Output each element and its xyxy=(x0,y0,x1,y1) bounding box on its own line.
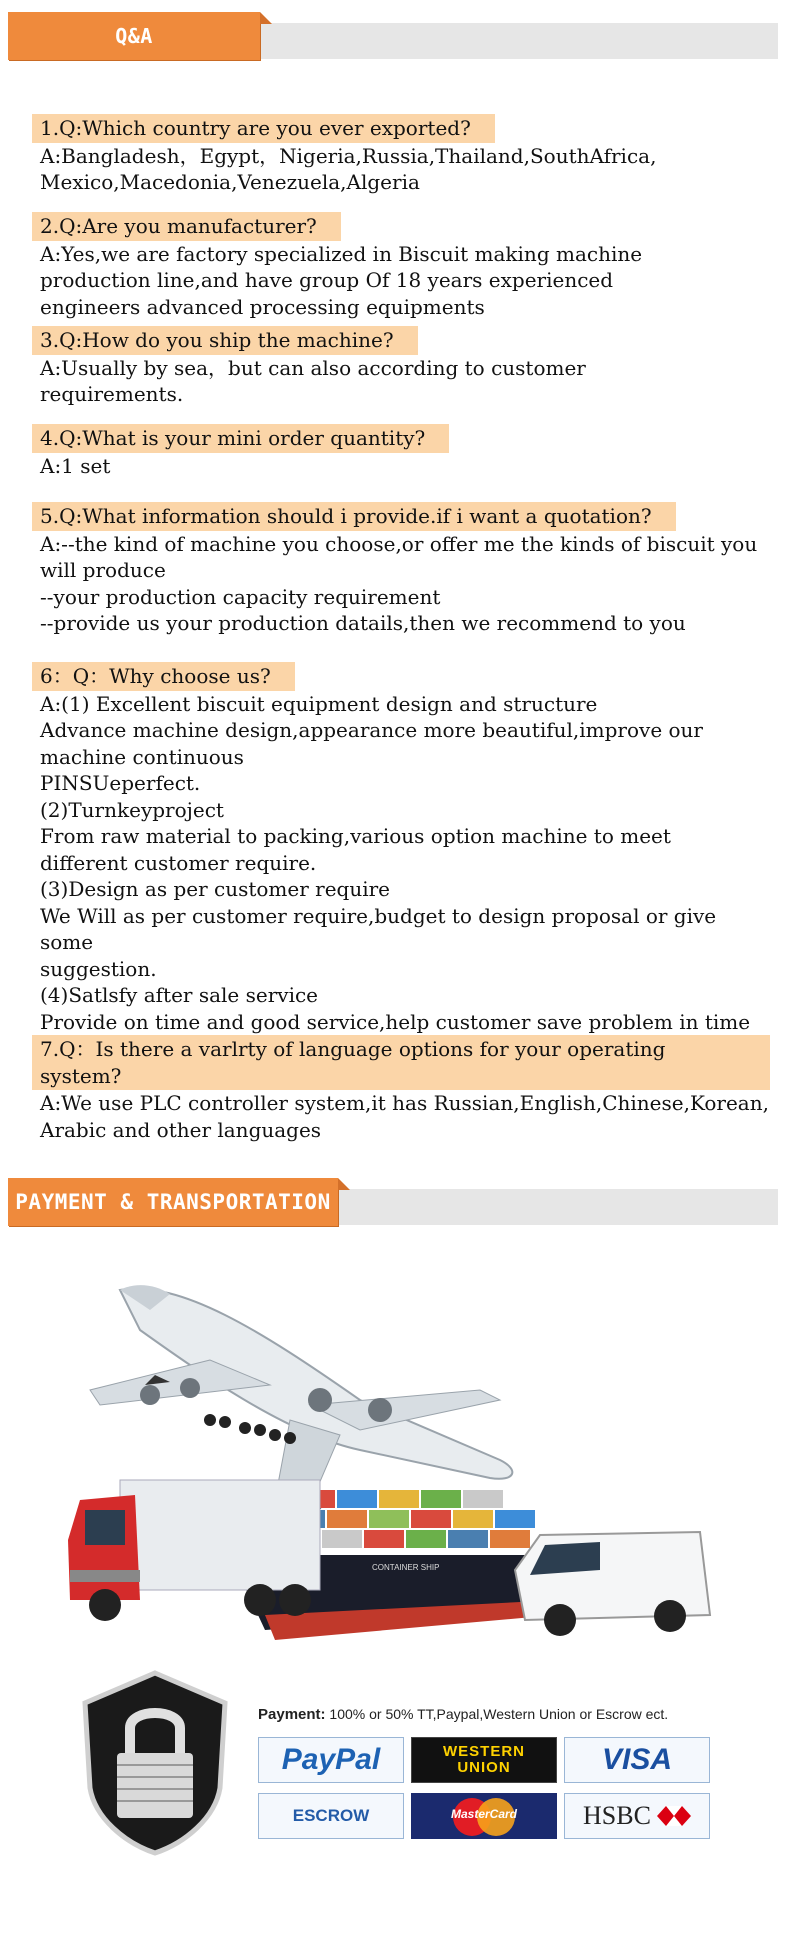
qa-item-3 xyxy=(40,326,770,408)
ship-label: CONTAINER SHIP xyxy=(372,1563,440,1572)
van-icon xyxy=(515,1532,710,1636)
paypal-logo: PayPal xyxy=(258,1737,404,1783)
qa-item-4 xyxy=(40,424,770,479)
payment-title: PAYMENT & TRANSPORTATION xyxy=(8,1178,338,1226)
hsbc-logo: HSBC xyxy=(564,1793,710,1839)
banner-fold xyxy=(338,1178,350,1190)
answer: A:Usually by sea，but can also according to customer requirements. xyxy=(40,355,586,406)
qa-title: Q&A xyxy=(8,12,260,60)
visa-logo: VISA xyxy=(564,1737,710,1783)
question: 2.Q:Are you manufacturer? xyxy=(32,212,341,241)
qa-item-6 xyxy=(40,662,770,1035)
question: 7.Q：Is there a varlrty of language options for your operating system? xyxy=(32,1035,770,1090)
question: 5.Q:What information should i provide.if i want a quotation? xyxy=(32,502,676,531)
answer: A:--the kind of machine you choose,or offer me the kinds of biscuit you will produce --your production capacity requirement --provide us your production datails,then we recommend to you xyxy=(40,531,758,635)
banner-fold xyxy=(260,12,272,24)
answer: A:Bangladesh，Egypt，Nigeria,Russia,Thailand,SouthAfrica, Mexico,Macedonia,Venezuela,Algeria xyxy=(40,143,657,194)
truck-icon xyxy=(68,1480,320,1621)
question: 3.Q:How do you ship the machine? xyxy=(32,326,418,355)
question: 4.Q:What is your mini order quantity? xyxy=(32,424,449,453)
escrow-logo: ESCROW xyxy=(258,1793,404,1839)
transport-illustration xyxy=(60,1270,760,1700)
mastercard-logo: MasterCard xyxy=(411,1793,557,1839)
qa-item-7 xyxy=(40,1035,770,1143)
question: 1.Q:Which country are you ever exported? xyxy=(32,114,495,143)
payment-description xyxy=(258,1706,668,1723)
answer: A:Yes,we are factory specialized in Biscuit making machine production line,and have group Of 18 years experienced engineers advanced processing equipments xyxy=(40,241,643,319)
airplane-icon xyxy=(90,1285,512,1510)
payment-text: 100% or 50% TT,Paypal,Western Union or Escrow ect. xyxy=(329,1706,669,1722)
answer: A:(1) Excellent biscuit equipment design and structure Advance machine design,appearance more beautiful,improve our machine continuous PINSUeperfect. (2)Turnkeyproject From raw material to packing,various option machine to meet different customer require. (3)Design as per customer require We Will as per customer require,budget to design proposal or give some suggestion. (4)Satlsfy after sale service Provide on time and good service,help customer save problem in time xyxy=(40,691,751,1034)
qa-item-5 xyxy=(40,502,770,637)
secure-padlock-icon xyxy=(75,1668,235,1858)
qa-item-2 xyxy=(40,212,770,320)
answer: A:1 set xyxy=(40,453,111,478)
hsbc-hexagon-icon xyxy=(657,1806,691,1826)
answer: A:We use PLC controller system,it has Russian,English,Chinese,Korean, Arabic and other languages xyxy=(40,1091,769,1142)
question: 6：Q：Why choose us? xyxy=(32,662,295,691)
payment-label: Payment: xyxy=(258,1706,326,1723)
western-union-logo: WESTERN UNION xyxy=(411,1737,557,1783)
qa-item-1 xyxy=(40,114,770,196)
